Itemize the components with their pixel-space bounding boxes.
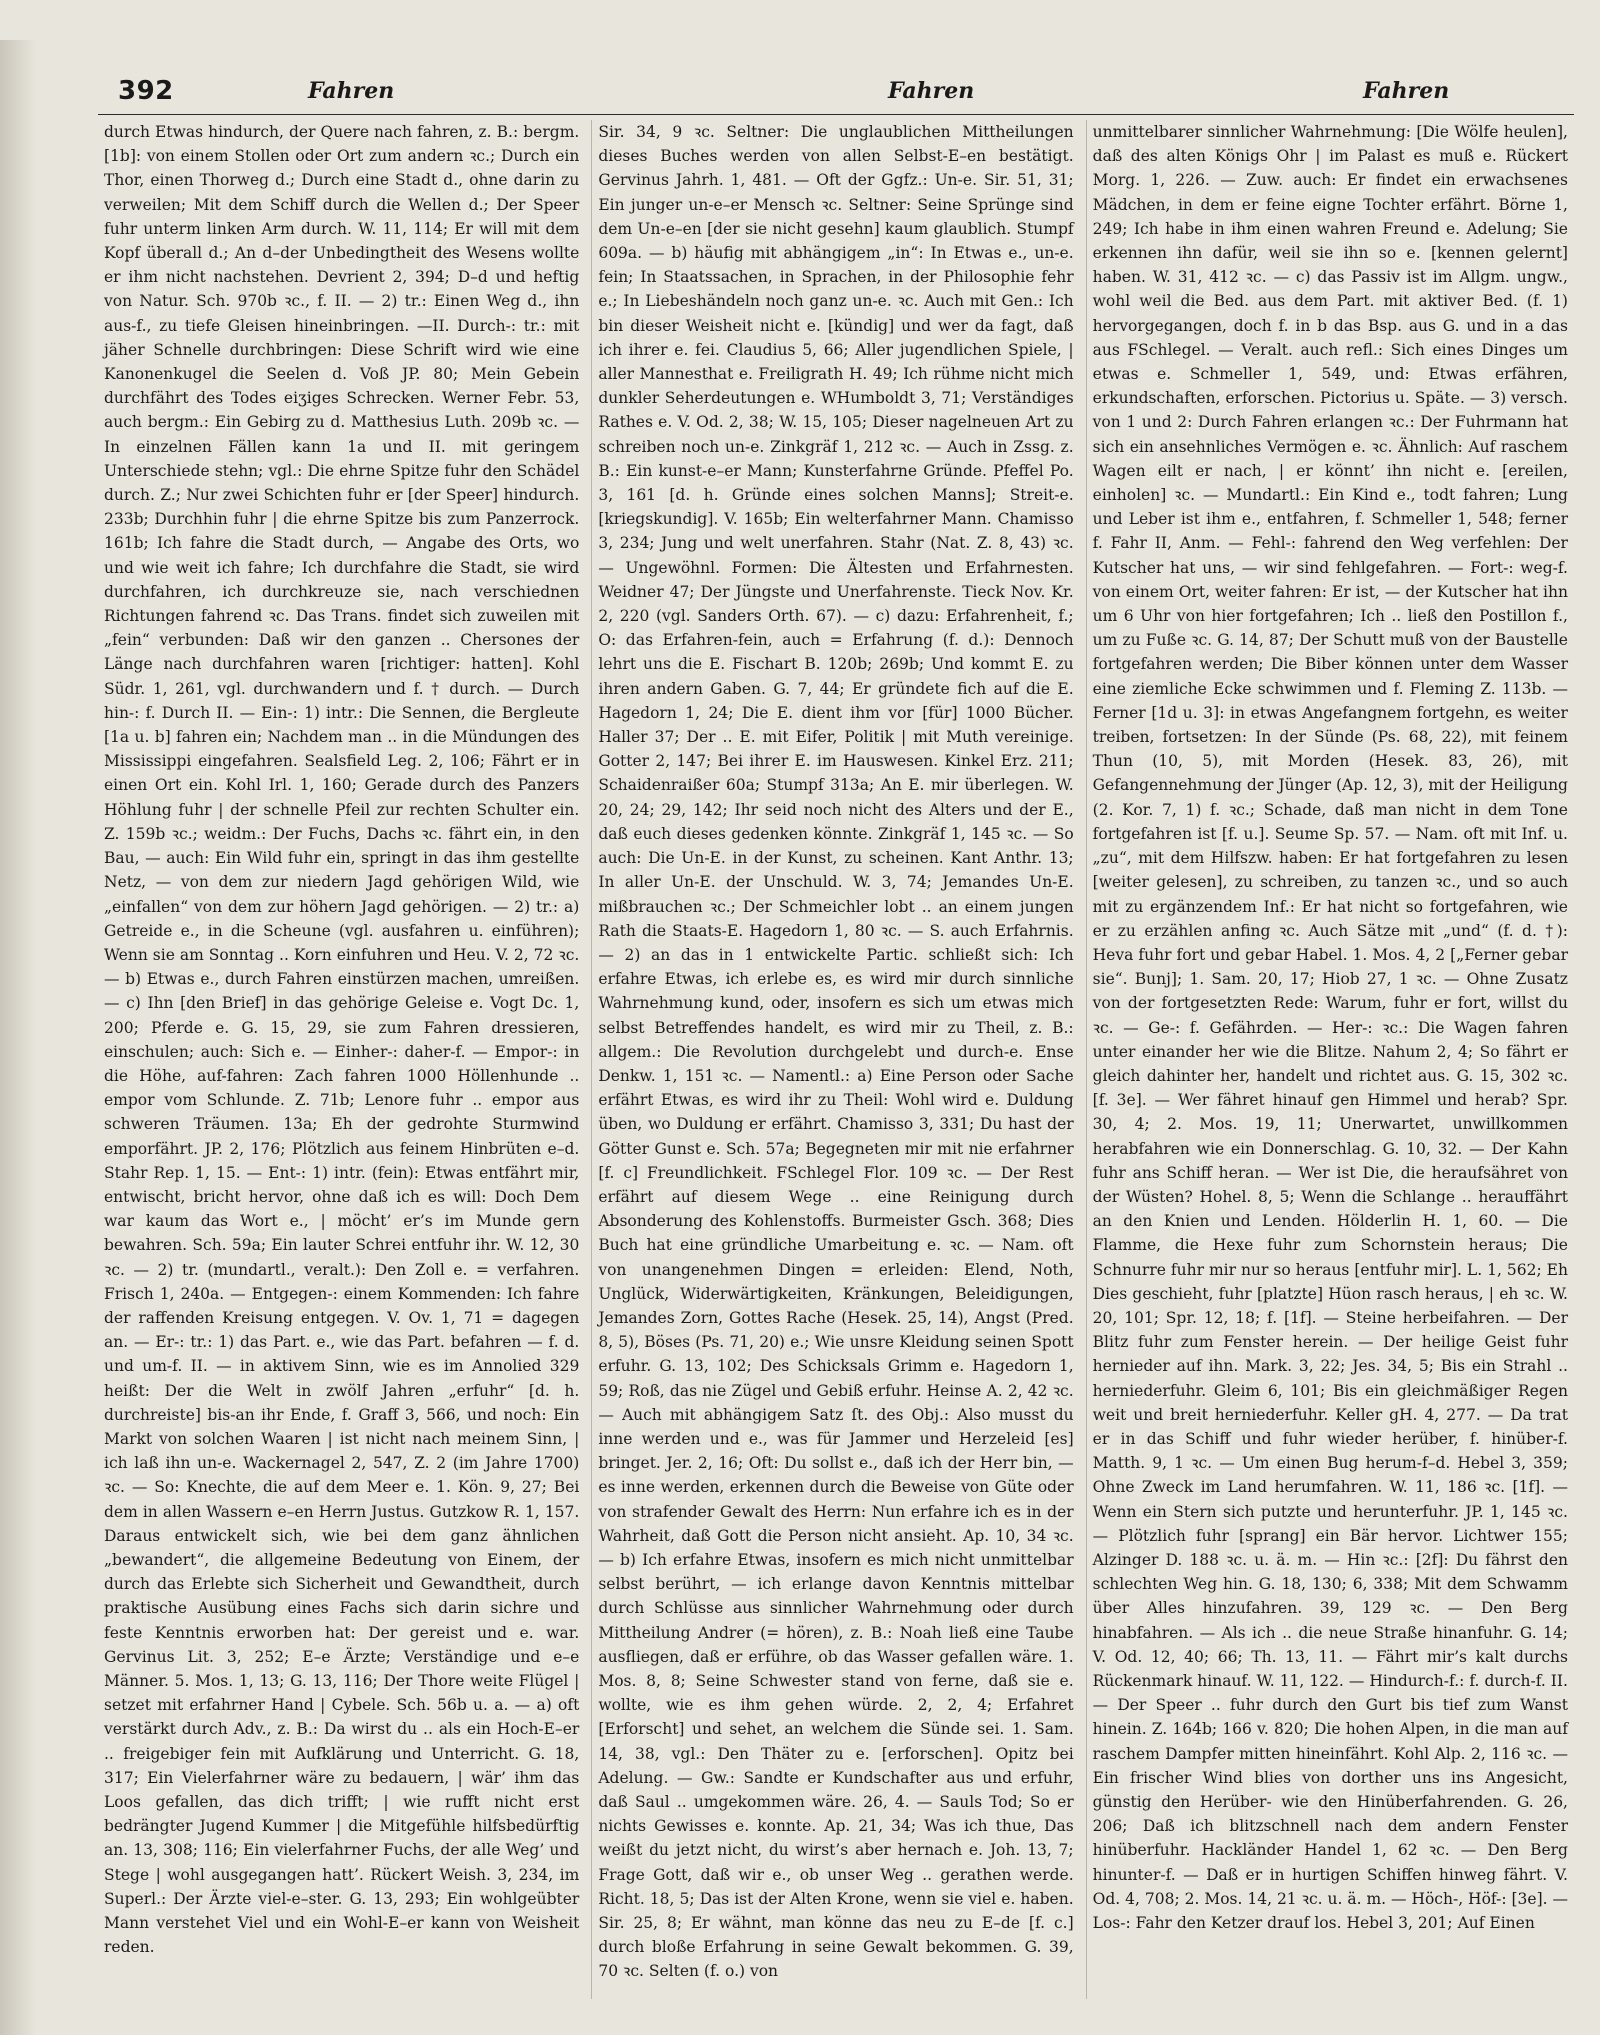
page-number: 392 (118, 76, 174, 106)
text-columns (98, 120, 1574, 1999)
scan-shadow (0, 40, 36, 2035)
text-column-left: durch Etwas hindurch, der Quere nach fahren, z. B.: bergm. [1b]: von einem Stollen oder Ort zum andern ꝛc.; Durch ein Thor, einen Thorweg d.; Durch eine Stadt d., ohne darin zu verweilen; Mit dem Schiff durch die Wellen d.; Der Speer fuhr unterm linken Arm durch. W. 11, 114; Er will mit dem Kopf überall d.; An d–der Unbedingtheit des Wesens wollte er ihm nicht nachstehen. Devrient 2, 394; D–d und heftig von Natur. Sch. 970b ꝛc., f. II. — 2) tr.: Einen Weg d., ihn aus-f., zu tiefe Gleisen hineinbringen. —II. Durch-: tr.: mit jäher Schnelle durchbringen: Diese Schrift wird wie eine Kanonenkugel die Seelen d. Voß JP. 80; Mein Gebein durchfährt des Todes eiʒiges Schrecken. Werner Febr. 53, auch bergm.: Ein Gebirg zu d. Matthesius Luth. 209b ꝛc. — In einzelnen Fällen kann 1a und II. mit geringem Unterschiede stehn; vgl.: Die ehrne Spitze fuhr den Schädel durch. Z.; Nur zwei Schichten fuhr er [der Speer] hindurch. 233b; Durchhin fuhr | die ehrne Spitze bis zum Panzerrock. 161b; Ich fahre die Stadt durch, — Angabe des Orts, wo und wie weit ich fahre; Ich durchfahre die Stadt, sie wird durchfahren, ich durchkreuze sie, nach verschiednen Richtungen fahrend ꝛc. Das Trans. findet sich zuweilen mit „fein“ verbunden: Daß wir den ganzen .. Chersones der Länge nach durchfahren waren [richtiger: hatten]. Kohl Südr. 1, 261, vgl. durchwandern und f. † durch. — Durch hin-: f. Durch II. — Ein-: 1) intr.: Die Sennen, die Bergleute [1a u. b] fahren ein; Nachdem man .. in die Mündungen des Mississippi eingefahren. Sealsfield Leg. 2, 106; Fährt er in einen Ort ein. Kohl Irl. 1, 160; Gerade durch des Panzers Höhlung fuhr | der schnelle Pfeil zur rechten Schulter ein. Z. 159b ꝛc.; weidm.: Der Fuchs, Dachs ꝛc. fährt ein, in den Bau, — auch: Ein Wild fuhr ein, springt in das ihm gestellte Netz, — von dem zur niedern Jagd gehörigen Wild, wie „einfallen“ von dem zur höhern Jagd gehörigen. — 2) tr.: a) Getreide e., in die Scheune (vgl. ausfahren u. einführen); Wenn sie am Sonntag .. Korn einfuhren und Heu. V. 2, 72 ꝛc. — b) Etwas e., durch Fahren einstürzen machen, umreißen. — c) Ihn [den Brief] in das gehörige Geleise e. Vogt Dc. 1, 200; Pferde e. G. 15, 29, sie zum Fahren dressieren, einschulen; auch: Sich e. — Einher-: daher-f. — Empor-: in die Höhe, auf-fahren: Zach fahren 1000 Höllenhunde .. empor vom Schlunde. Z. 71b; Lenore fuhr .. empor aus schweren Träumen. 13a; Eh der gedrohte Sturmwind emporfährt. JP. 2, 176; Plötzlich aus feinem Hinbrüten e–d. Stahr Rep. 1, 15. — Ent-: 1) intr. (fein): Etwas entfährt mir, entwischt, bricht hervor, ohne daß ich es will: Doch Dem war kaum das Wort e., | möcht’ er’s im Munde gern bewahren. Sch. 59a; Ein lauter Schrei entfuhr ihr. W. 12, 30 ꝛc. — 2) tr. (mundartl., veralt.): Den Zoll e. = verfahren. Frisch 1, 240a. — Entgegen-: einem Kommenden: Ich fahre der raffenden Kreisung entgegen. V. Ov. 1, 71 = dagegen an. — Er-: tr.: 1) das Part. e., wie das Part. befahren — f. d. und um-f. II. — in aktivem Sinn, wie es im Annolied 329 heißt: Der die Welt in zwölf Jahren „erfuhr“ [d. h. durchreiste] bis-an ihr Ende, f. Graff 3, 566, und noch: Ein Markt von solchen Waaren | ist nicht nach meinem Sinn, | ich laß ihn un-e. Wackernagel 2, 547, Z. 2 (im Jahre 1700) ꝛc. — So: Knechte, die auf dem Meer e. 1. Kön. 9, 27; Bei dem in allen Wassern e–en Herrn Justus. Gutzkow R. 1, 157. Daraus entwickelt sich, wie bei dem ganz ähnlichen „bewandert“, die allgemeine Bedeutung von Einem, der durch das Erlebte sich Sicherheit und Gewandtheit, durch praktische Ausübung eines Fachs sich darin sichre und feste Kenntnis erworben hat: Der gereist und e. war. Gervinus Lit. 3, 252; E–e Ärzte; Verständige und e–e Männer. 5. Mos. 1, 13; G. 13, 116; Der Thore weite Flügel | setzet mit erfahrner Hand | Cybele. Sch. 56b u. a. — a) oft verstärkt durch Adv., z. B.: Da wirst du .. als ein Hoch-E–er .. freigebiger fein mit Aufklärung und Unterricht. G. 18, 317; Ein Vielerfahrner wäre zu bedauern, | wär’ ihm das Loos gefallen, das dich trifft; | wie rufft nicht erst bedrängter Jugend Kummer | die Mitgefühle hilfsbedürftig an. 13, 308; 116; Ein vielerfahrner Fuchs, der alle Weg’ und Stege | wohl ausgegangen hatt’. Rückert Weish. 3, 234, im Superl.: Der Ärzte viel-e–ster. G. 13, 293; Ein wohlgeübter Mann verstehet Viel und ein Wohl-E–er kann von Weisheit reden. (104, 123, 580, 1957)
running-headword-left: Fahren (308, 78, 395, 104)
text-column-middle: Sir. 34, 9 ꝛc. Seltner: Die unglaublichen Mittheilungen dieses Buches werden von allen Selbst-E–en bestätigt. Gervinus Jahrh. 1, 481. — Oft der Ggfz.: Un-e. Sir. 51, 31; Ein junger un-e–er Mensch ꝛc. Seltner: Seine Sprünge sind dem Un-e–en [der sie nicht gesehn] kaum glaublich. Stumpf 609a. — b) häufig mit abhängigem „in“: In Etwas e., un-e. fein; In Staatssachen, in Sprachen, in der Philosophie fehr e.; In Liebeshändeln noch ganz un-e. ꝛc. Auch mit Gen.: Ich bin dieser Weisheit nicht e. [kündig] und wer da fagt, daß ich ihrer e. fei. Claudius 5, 66; Aller jugendlichen Spiele, | aller Mannesthat e. Freiligrath H. 49; Ich rühme nicht mich dunkler Seherdeutungen e. WHumboldt 3, 71; Verständiges Rathes e. V. Od. 2, 38; W. 15, 105; Dieser nagelneuen Art zu schreiben noch un-e. Zinkgräf 1, 212 ꝛc. — Auch in Zssg. z. B.: Ein kunst-e–er Mann; Kunsterfahrne Gründe. Pfeffel Po. 3, 161 [d. h. Gründe eines solchen Manns]; Streit-e. [kriegskundig]. V. 165b; Ein welterfahrner Mann. Chamisso 3, 234; Jung und welt unerfahren. Stahr (Nat. Z. 8, 43) ꝛc. — Ungewöhnl. Formen: Die Ältesten und Erfahrnesten. Weidner 47; Der Jüngste und Unerfahrenste. Tieck Nov. Kr. 2, 220 (vgl. Sanders Orth. 67). — c) dazu: Erfahrenheit, f.; O: das Erfahren-fein, auch = Erfahrung (f. d.): Dennoch lehrt uns die E. Fischart B. 120b; 269b; Und kommt E. zu ihren andern Gaben. G. 7, 44; Er gründete fich auf die E. Hagedorn 1, 24; Die E. dient ihm vor [für] 1000 Bücher. Haller 37; Der .. E. mit Eifer, Politik | mit Muth vereinige. Gotter 2, 147; Bei ihrer E. im Hauswesen. Kinkel Erz. 211; Schaidenraißer 60a; Stumpf 313a; An E. mir überlegen. W. 20, 24; 29, 142; Ihr seid noch nicht des Alters und der E., daß euch dieses gedenken könnte. Zinkgräf 1, 145 ꝛc. — So auch: Die Un-E. in der Kunst, zu scheinen. Kant Anthr. 13; In aller Un-E. der Unschuld. W. 3, 74; Jemandes Un-E. mißbrauchen ꝛc.; Der Schmeichler lobt .. an einem jungen Rath die Staats-E. Hagedorn 1, 80 ꝛc. — S. auch Erfahrnis. — 2) an das in 1 entwickelte Partic. schließt sich: Ich erfahre Etwas, ich erlebe es, es wird mir durch sinnliche Wahrnehmung kund, oder, insofern es sich um etwas mich selbst Betreffendes handelt, es wird mir zu Theil, z. B.: allgem.: Die Revolution durchgelebt und durch-e. Ense Denkw. 1, 151 ꝛc. — Namentl.: a) Eine Person oder Sache erfährt Etwas, es wird ihr zu Theil: Wohl wird e. Duldung üben, wo Duldung er erfährt. Chamisso 3, 331; Du hast der Götter Gunst e. Sch. 57a; Begegneten mir mit nie erfahrner [f. c] Freundlichkeit. FSchlegel Flor. 109 ꝛc. — Der Rest erfährt auf diesem Wege .. eine Reinigung durch Absonderung des Kohlenstoffs. Burmeister Gsch. 368; Dies Buch hat eine gründliche Umarbeitung e. ꝛc. — Nam. oft von unangenehmen Dingen = erleiden: Elend, Noth, Unglück, Widerwärtigkeiten, Kränkungen, Beleidigungen, Jemandes Zorn, Gottes Rache (Hesek. 25, 14), Angst (Pred. 8, 5), Böses (Ps. 71, 20) e.; Wie unsre Kleidung seinen Spott erfuhr. G. 13, 102; Des Schicksals Grimm e. Hagedorn 1, 59; Roß, das nie Zügel und Gebiß erfuhr. Heinse A. 2, 42 ꝛc. — Auch mit abhängigem Satz ſt. des Obj.: Also musst du inne werden und e., was für Jammer und Herzeleid [es] bringet. Jer. 2, 16; Oft: Du sollst e., daß ich der Herr bin, — es inne werden, erkennen durch die Beweise von Güte oder von strafender Gewalt des Herrn: Nun erfahre ich es in der Wahrheit, daß Gott die Person nicht ansieht. Ap. 10, 34 ꝛc. — b) Ich erfahre Etwas, insofern es mich nicht unmittelbar selbst berührt, — ich erlange davon Kenntnis mittelbar durch Schlüsse aus sinnlicher Wahrnehmung oder durch Mittheilung Andrer (= hören), z. B.: Noah ließ eine Taube ausfliegen, daß er erführe, ob das Wasser gefallen wäre. 1. Mos. 8, 8; Seine Schwester stand von ferne, daß sie e. wollte, wie es ihm gehen würde. 2, 2, 4; Erfahret [Erforscht] und sehet, an welchem die Sünde sei. 1. Sam. 14, 38, vgl.: Den Thäter zu e. [erforschen]. Opitz bei Adelung. — Gw.: Sandte er Kundschafter aus und erfuhr, daß Saul .. umgekommen wäre. 26, 4. — Sauls Tod; So er nichts Gewisses e. konnte. Ap. 21, 34; Was ich thue, Das weißt du jetzt nicht, du wirst’s aber hernach e. Joh. 13, 7; Frage Gott, daß wir e., ob unser Weg .. gerathen werde. Richt. 18, 5; Das ist der Alten Krone, wenn sie viel e. haben. Sir. 25, 8; Er wähnt, man könne das neu zu E–de [f. c.] durch bloße Erfahrung in seine Gewalt bekommen. G. 39, 70 ꝛc. Selten (f. o.) von (591, 120, 1079, 1999)
running-headword-center: Fahren (888, 78, 975, 104)
header-rule (98, 114, 1574, 115)
text-column-right: unmittelbarer sinnlicher Wahrnehmung: [Die Wölfe heulen], daß des alten Königs Ohr | im Palast es muß e. Rückert Morg. 1, 226. — Zuw. auch: Er findet ein erwachsenes Mädchen, in dem er feine eigne Tochter erfährt. Börne 1, 249; Ich habe in ihm einen wahren Freund e. Adelung; Sie erkennen ihn dafür, weil sie ihn so e. [kennen gelernt] haben. W. 31, 412 ꝛc. — c) das Passiv ist im Allgm. ungw., wohl weil die Bed. aus dem Part. mit aktiver Bed. (f. 1) hervorgegangen, doch f. in b das Bsp. aus G. und in a das aus FSchlegel. — Veralt. auch refl.: Sich eines Dinges um etwas e. Schmeller 1, 549, und: Etwas erfähren, erkundschaften, erforschen. Pictorius u. Späte. — 3) versch. von 1 und 2: Durch Fahren erlangen ꝛc.: Der Fuhrmann hat sich ein ansehnliches Vermögen e. ꝛc. Ähnlich: Auf raschem Wagen eilt er nach, | er könnt’ ihn nicht e. [ereilen, einholen] ꝛc. — Mundartl.: Ein Kind e., todt fahren; Lung und Leber ist ihm e., entfahren, f. Schmeller 1, 548; ferner f. Fahr II, Anm. — Fehl-: fahrend den Weg verfehlen: Der Kutscher hat uns, — wir sind fehlgefahren. — Fort-: weg-f. von einem Ort, weiter fahren: Er ist, — der Kutscher hat ihn um 6 Uhr von hier fortgefahren; Ich .. ließ den Postillon f., um zu Fuße ꝛc. G. 14, 87; Der Schutt muß von der Baustelle fortgefahren werden; Die Biber können unter dem Wasser eine ziemliche Ecke schwimmen und f. Fleming Z. 113b. — Ferner [1d u. 3]: in etwas Angefangnem fortgehn, es weiter treiben, fortsetzen: In der Sünde (Ps. 68, 22), mit feinem Thun (10, 5), mit Morden (Hesek. 83, 26), mit Gefangennehmung der Jünger (Ap. 12, 3), mit der Heiligung (2. Kor. 7, 1) f. ꝛc.; Schade, daß man nicht in dem Tone fortgefahren ist [f. u.]. Seume Sp. 57. — Nam. oft mit Inf. u. „zu“, mit dem Hilfszw. haben: Er hat fortgefahren zu lesen [weiter gelesen], zu schreiben, zu tanzen ꝛc., und so auch mit zu ergänzendem Inf.: Er hat nicht so fortgefahren, wie er zu erzählen anfing ꝛc. Auch Sätze mit „und“ (f. d. †): Heva fuhr fort und gebar Habel. 1. Mos. 4, 2 [„Ferner gebar sie“. Bunj]; 1. Sam. 20, 17; Hiob 27, 1 ꝛc. — Ohne Zusatz von der fortgesetzten Rede: Warum, fuhr er fort, willst du ꝛc. — Ge-: f. Gefährden. — Her-: ꝛc.: Die Wagen fahren unter einander her wie die Blitze. Nahum 2, 4; So fährt er gleich dahinter her, handelt und richtet aus. G. 15, 302 ꝛc. [f. 3e]. — Wer fähret hinauf gen Himmel und herab? Spr. 30, 4; 2. Mos. 19, 11; Unerwartet, unwillkommen herabfahren wie ein Donnerschlag. G. 10, 32. — Der Kahn fuhr ans Schiff heran. — Wer ist Die, die heraufsähret von der Wüsten? Hohel. 8, 5; Wenn die Schlange .. herauffährt an den Knien und Lenden. Hölderlin H. 1, 60. — Die Flamme, die Hexe fuhr zum Schornstein heraus; Die Schnurre fuhr mir nur so heraus [entfuhr mir]. L. 1, 562; Eh Dies geschieht, fuhr [platzte] Hüon rasch heraus, | eh ꝛc. W. 20, 101; Spr. 12, 18; f. [1f]. — Steine herbeifahren. — Der Blitz fuhr zum Fenster herein. — Der heilige Geist fuhr hernieder auf ihn. Mark. 3, 22; Jes. 34, 5; Bis ein Strahl .. herniederfuhr. Gleim 6, 101; Bis ein gleichmäßiger Regen weit und breit herniederfuhr. Keller gH. 4, 277. — Da trat er in das Schiff und fuhr wieder herüber, f. hinüber-f. Matth. 9, 1 ꝛc. — Um einen Bug herum-f–d. Hebel 3, 359; Ohne Zweck im Land herumfahren. W. 11, 186 ꝛc. [1f]. — Wenn ein Stern sich putzte und herunterfuhr. JP. 1, 145 ꝛc. — Plötzlich fuhr [sprang] ein Bär hervor. Lichtwer 155; Alzinger D. 188 ꝛc. u. ä. m. — Hin ꝛc.: [2f]: Du fährst den schlechten Weg hin. G. 18, 130; 6, 338; Mit dem Schwamm über Alles hinzufahren. 39, 129 ꝛc. — Den Berg hinabfahren. — Als ich .. die neue Straße hinanfuhr. G. 14; V. Od. 12, 40; 66; Th. 13, 11. — Fährt mir’s kalt durchs Rückenmark hinauf. W. 11, 122. — Hindurch-f.: f. durch-f. II. — Der Speer .. fuhr durch den Gurt bis tief zum Wanst hinein. Z. 164b; 166 v. 820; Die hohen Alpen, in die man auf raschem Dampfer mitten hineinfährt. Kohl Alp. 2, 116 ꝛc. — Ein frischer Wind blies von dorther uns ins Angesicht, günstig den Herüber- wie den Hinüberfahrenden. G. 26, 206; Daß ich blitzschnell nach dem andern Fenster hinüberfuhr. Hackländer Handel 1, 62 ꝛc. — Den Berg hinunter-f. — Daß er in hurtigen Schiffen hinweg fährt. V. Od. 4, 708; 2. Mos. 14, 21 ꝛc. u. ä. m. — Höch-, Höf-: [3e]. — Los-: Fahr den Ketzer drauf los. Hebel 3, 201; Auf Einen (1086, 120, 1574, 1999)
running-headword-right: Fahren (1363, 78, 1450, 104)
page-header (98, 72, 1572, 112)
